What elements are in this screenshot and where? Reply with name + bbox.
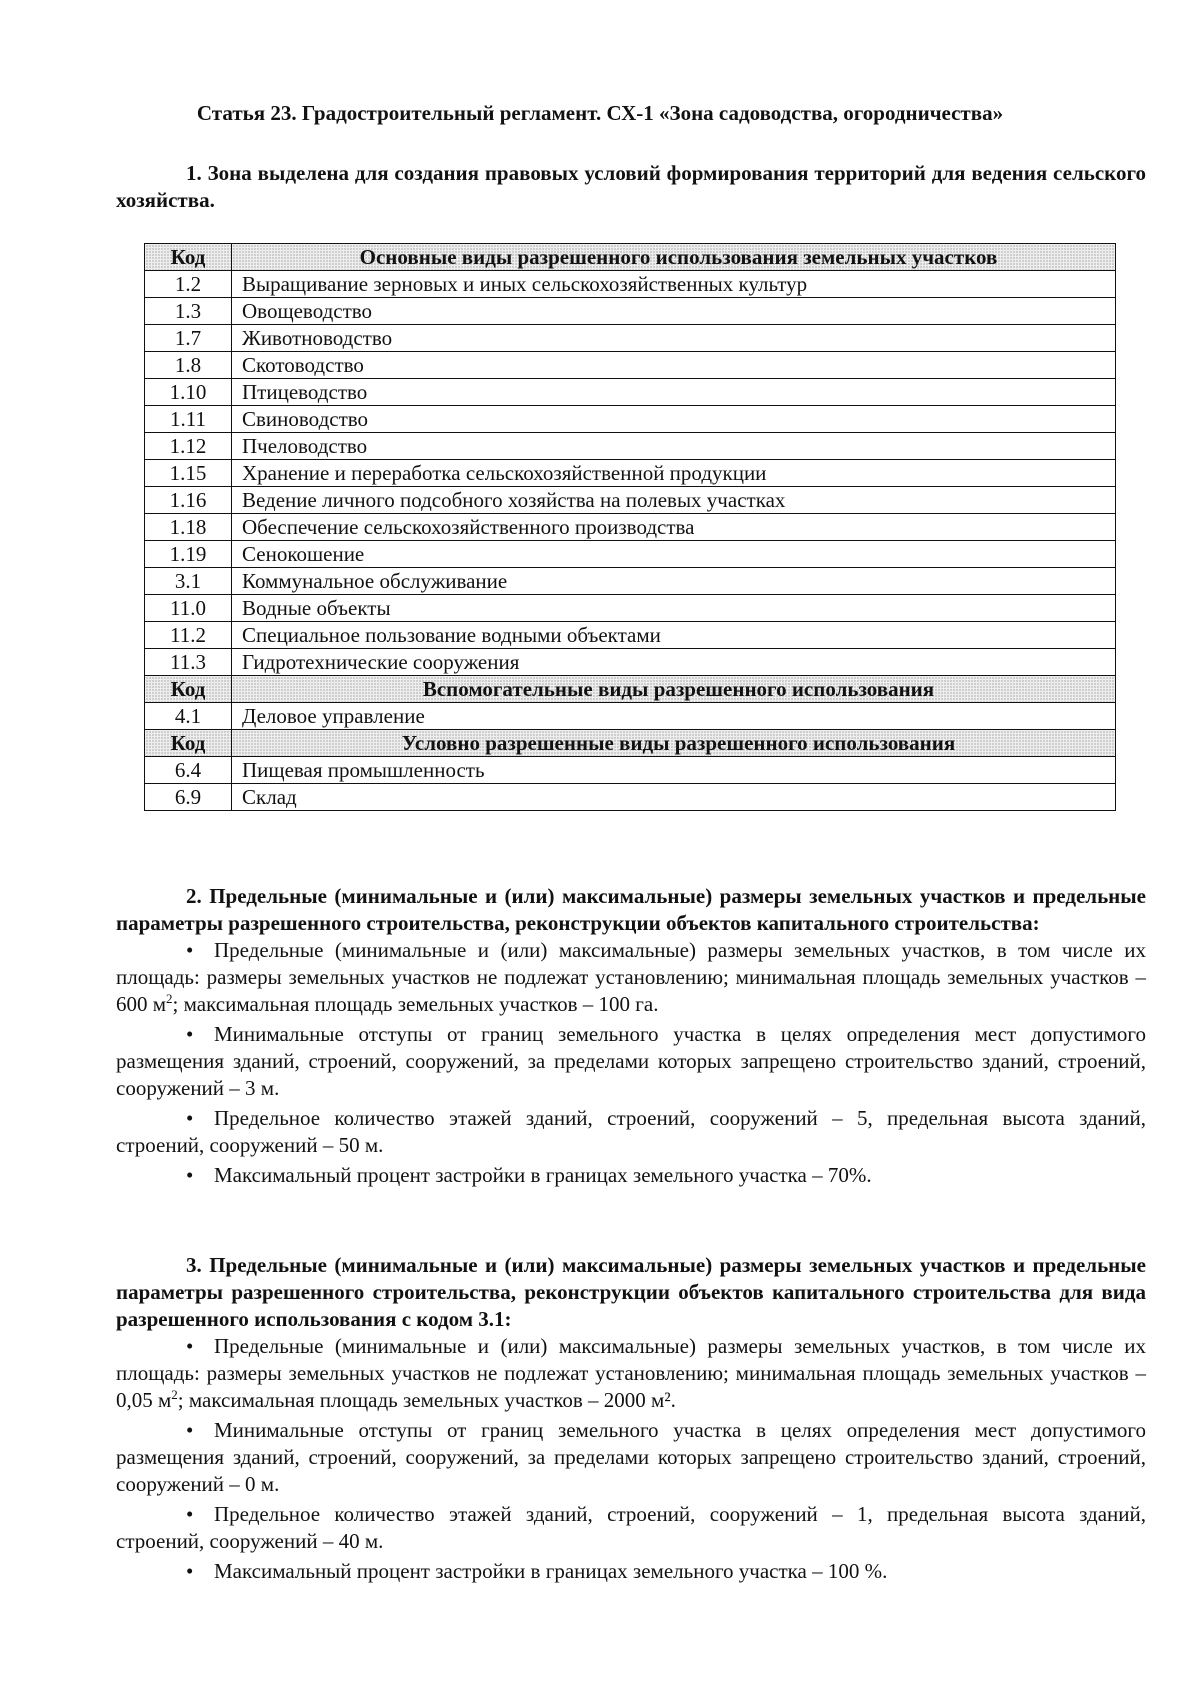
table-row xyxy=(145,433,1116,460)
table-row xyxy=(145,352,1116,379)
code-cell: 1.11 xyxy=(145,406,232,433)
table-row xyxy=(145,757,1116,784)
code-cell: 1.2 xyxy=(145,271,232,298)
permitted-use-table xyxy=(144,243,1116,811)
use-name-cell: Пищевая промышленность xyxy=(232,757,1116,784)
table-row xyxy=(145,514,1116,541)
code-cell: 1.12 xyxy=(145,433,232,460)
use-name-cell: Животноводство xyxy=(232,325,1116,352)
use-name-cell: Водные объекты xyxy=(232,595,1116,622)
zone-purpose-paragraph: 1. Зона выделена для создания правовых условий формирования территорий для ведения сельского хозяйства. xyxy=(116,161,1146,212)
code-cell: 11.2 xyxy=(145,622,232,649)
use-name-cell: Хранение и переработка сельскохозяйственной продукции xyxy=(232,460,1116,487)
code-cell: 1.15 xyxy=(145,460,232,487)
table-row xyxy=(145,298,1116,325)
code-cell: Код xyxy=(145,676,232,703)
section-3-bullet-3: • Предельное количество этажей зданий, строений, сооружений – 1, предельная высота зданий, строений, сооружений – 40 м. xyxy=(116,1502,1146,1553)
code-cell: 6.9 xyxy=(145,784,232,811)
use-name-cell: Склад xyxy=(232,784,1116,811)
use-name-cell: Деловое управление xyxy=(232,703,1116,730)
bullet-icon: • xyxy=(186,1559,194,1583)
code-cell: 4.1 xyxy=(145,703,232,730)
use-name-cell: Обеспечение сельскохозяйственного производства xyxy=(232,514,1116,541)
table-header-row xyxy=(145,676,1116,703)
table-row xyxy=(145,649,1116,676)
code-cell: 1.18 xyxy=(145,514,232,541)
table-header-row xyxy=(145,244,1116,271)
table-row xyxy=(145,622,1116,649)
table-row xyxy=(145,406,1116,433)
use-name-cell: Вспомогательные виды разрешенного использования xyxy=(232,676,1116,703)
use-name-cell: Коммунальное обслуживание xyxy=(232,568,1116,595)
bullet-icon: • xyxy=(186,938,194,962)
use-name-cell: Овощеводство xyxy=(232,298,1116,325)
code-cell: 11.3 xyxy=(145,649,232,676)
section-3 xyxy=(116,1252,1146,1585)
table-row xyxy=(145,595,1116,622)
bullet-icon: • xyxy=(186,1022,194,1046)
code-cell: 1.3 xyxy=(145,298,232,325)
table-row xyxy=(145,487,1116,514)
use-name-cell: Основные виды разрешенного использования земельных участков xyxy=(232,244,1116,271)
section-3-heading: 3. Предельные (минимальные и (или) максимальные) размеры земельных участков и предельные параметры разрешенного строительства, реконструкции объектов капитального строительства для вида разрешенного использования с кодом 3.1: xyxy=(116,1253,1146,1331)
use-name-cell: Птицеводство xyxy=(232,379,1116,406)
use-name-cell: Ведение личного подсобного хозяйства на полевых участках xyxy=(232,487,1116,514)
bullet-icon: • xyxy=(186,1418,194,1442)
section-2-heading: 2. Предельные (минимальные и (или) максимальные) размеры земельных участков и предельные параметры разрешенного строительства, реконструкции объектов капитального строительства: xyxy=(116,884,1146,935)
section-2 xyxy=(116,883,1146,1189)
code-cell: 1.7 xyxy=(145,325,232,352)
bullet-icon: • xyxy=(186,1502,194,1526)
code-cell: 3.1 xyxy=(145,568,232,595)
bullet-icon: • xyxy=(186,1106,194,1130)
section-3-bullet-2: • Минимальные отступы от границ земельного участка в целях определения мест допустимого размещения зданий, строений, сооружений, за пределами которых запрещено строительство зданий, строений, сооружений – 0 м. xyxy=(116,1418,1146,1496)
code-cell: 6.4 xyxy=(145,757,232,784)
code-cell: 1.19 xyxy=(145,541,232,568)
use-name-cell: Скотоводство xyxy=(232,352,1116,379)
section-2-bullet-3: • Предельное количество этажей зданий, строений, сооружений – 5, предельная высота зданий, строений, сооружений – 50 м. xyxy=(116,1106,1146,1157)
table-header-row xyxy=(145,730,1116,757)
code-cell: Код xyxy=(145,730,232,757)
use-name-cell: Свиноводство xyxy=(232,406,1116,433)
use-name-cell: Гидротехнические сооружения xyxy=(232,649,1116,676)
table-row xyxy=(145,541,1116,568)
section-2-bullet-4: • Максимальный процент застройки в границах земельного участка – 70%. xyxy=(186,1163,872,1187)
code-cell: 11.0 xyxy=(145,595,232,622)
use-name-cell: Условно разрешенные виды разрешенного использования xyxy=(232,730,1116,757)
use-name-cell: Выращивание зерновых и иных сельскохозяйственных культур xyxy=(232,271,1116,298)
table-row xyxy=(145,271,1116,298)
table-row xyxy=(145,784,1116,811)
table-row xyxy=(145,703,1116,730)
code-cell: 1.16 xyxy=(145,487,232,514)
use-name-cell: Сенокошение xyxy=(232,541,1116,568)
section-3-bullet-1: • Предельные (минимальные и (или) максимальные) размеры земельных участков, в том числе их площадь: размеры земельных участков не подлежат установлению; минимальная площадь земельных участков – 0,05 $м^2$; максимальная площадь земельных участков – 2000 м². xyxy=(116,1334,1146,1412)
use-name-cell: Пчеловодство xyxy=(232,433,1116,460)
section-2-bullet-2: • Минимальные отступы от границ земельного участка в целях определения мест допустимого размещения зданий, строений, сооружений, за пределами которых запрещено строительство зданий, строений, сооружений – 3 м. xyxy=(116,1022,1146,1100)
section-2-bullet-1: • Предельные (минимальные и (или) максимальные) размеры земельных участков, в том числе их площадь: размеры земельных участков не подлежат установлению; минимальная площадь земельных участков – 600 $м^2$; максимальная площадь земельных участков – 100 га. xyxy=(116,938,1146,1016)
code-cell: Код xyxy=(145,244,232,271)
table-row xyxy=(145,379,1116,406)
code-cell: 1.8 xyxy=(145,352,232,379)
bullet-icon: • xyxy=(186,1334,194,1358)
use-name-cell: Специальное пользование водными объектами xyxy=(232,622,1116,649)
table-row xyxy=(145,325,1116,352)
table-row xyxy=(145,460,1116,487)
table-row xyxy=(145,568,1116,595)
bullet-icon: • xyxy=(186,1163,194,1187)
code-cell: 1.10 xyxy=(145,379,232,406)
section-3-bullet-4: • Максимальный процент застройки в границах земельного участка – 100 %. xyxy=(186,1559,888,1583)
article-title: Статья 23. Градостроительный регламент. СХ-1 «Зона садоводства, огородничества» xyxy=(196,101,1004,125)
